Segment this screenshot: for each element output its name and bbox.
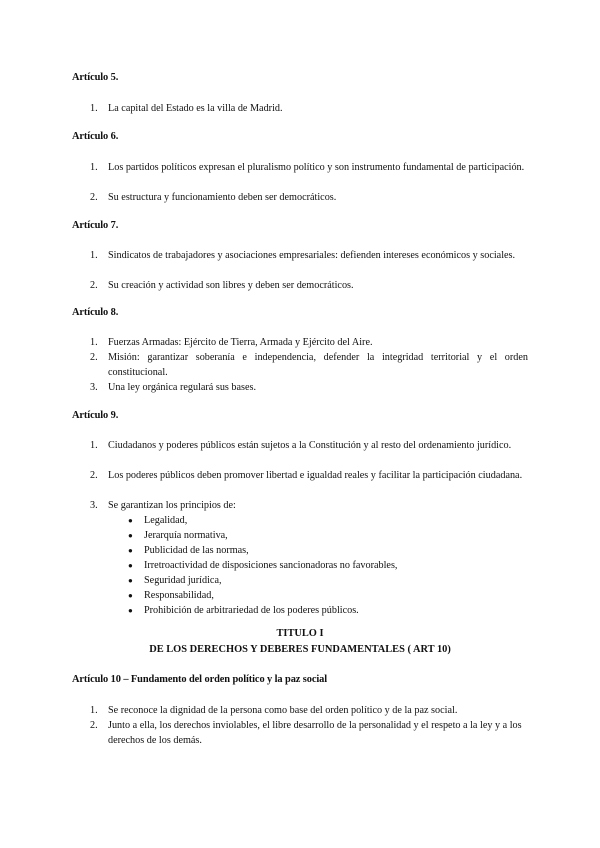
list-number: 3. [90,382,98,393]
list-text: Ciudadanos y poderes públicos están sujetos a la Constitución y al resto del ordenamiento jurídico. [108,440,512,451]
list-number: 1. [90,162,98,173]
articulo-9-heading: Artículo 9. [72,410,119,421]
list-text: Junto a ella, los derechos inviolables, el libre desarrollo de la personalidad y el respeto a la ley y a los derechos de los demás. [108,720,522,746]
list-number: 2. [90,192,98,203]
bullet-icon: ● [128,561,133,570]
bullet-text: Jerarquía normativa, [144,530,228,541]
list-text: Su estructura y funcionamiento deben ser democráticos. [108,192,337,203]
list-text: Se garantizan los principios de: [108,500,236,511]
bullet-icon: ● [128,606,133,615]
list-text: Fuerzas Armadas: Ejército de Tierra, Armada y Ejército del Aire. [108,337,373,348]
bullet-text: Responsabilidad, [144,590,214,601]
titulo-heading: TITULO I [276,628,324,639]
bullet-text: Irretroactividad de disposiciones sancionadoras no favorables, [144,560,398,571]
list-number: 3. [90,500,98,511]
articulo-8-heading: Artículo 8. [72,307,119,318]
list-text: Se reconoce la dignidad de la persona como base del orden político y de la paz social. [108,705,458,716]
list-text: Los partidos políticos expresan el pluralismo político y son instrumento fundamental de participación. [108,162,525,173]
list-number: 2. [90,470,98,481]
articulo-7-heading: Artículo 7. [72,220,119,231]
list-number: 2. [90,352,98,363]
list-text: Su creación y actividad son libres y deben ser democráticos. [108,280,354,291]
bullet-text: Prohibición de arbitrariedad de los poderes públicos. [144,605,359,616]
list-number: 1. [90,103,98,114]
bullet-text: Seguridad jurídica, [144,575,222,586]
bullet-icon: ● [128,546,133,555]
list-number: 2. [90,280,98,291]
list-number: 1. [90,705,98,716]
list-number: 2. [90,720,98,731]
bullet-icon: ● [128,516,133,525]
articulo-6-heading: Artículo 6. [72,131,119,142]
bullet-text: Publicidad de las normas, [144,545,249,556]
list-text: La capital del Estado es la villa de Madrid. [108,103,283,114]
articulo-5-heading: Artículo 5. [72,72,119,83]
bullet-icon: ● [128,576,133,585]
bullet-text: Legalidad, [144,515,188,526]
titulo-subheading: DE LOS DERECHOS Y DEBERES FUNDAMENTALES ( ART 10) [149,644,451,655]
articulo-10-heading: Artículo 10 – Fundamento del orden político y la paz social [72,674,328,685]
list-text: Misión: garantizar soberanía e independencia, defender la integridad territorial y el orden constitucional. [108,352,528,378]
list-text: Una ley orgánica regulará sus bases. [108,382,257,393]
list-text: Sindicatos de trabajadores y asociaciones empresariales: defienden intereses económicos y sociales. [108,250,516,261]
list-number: 1. [90,250,98,261]
bullet-icon: ● [128,531,133,540]
list-number: 1. [90,440,98,451]
list-number: 1. [90,337,98,348]
bullet-icon: ● [128,591,133,600]
list-text: Los poderes públicos deben promover libertad e igualdad reales y facilitar la participación ciudadana. [108,470,523,481]
